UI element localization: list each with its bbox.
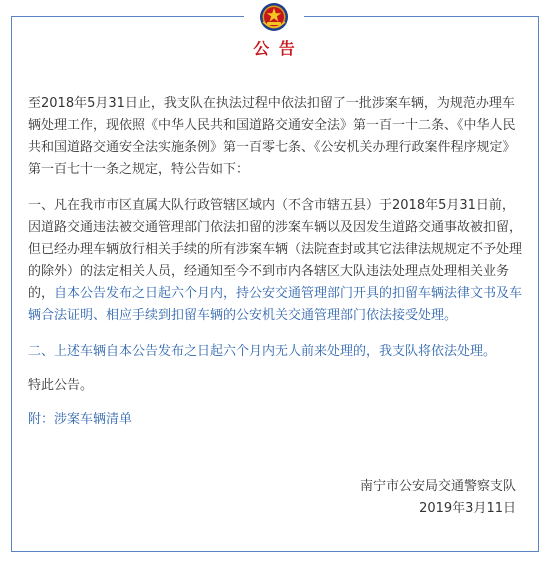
attachment-link[interactable]: 附：涉案车辆清单 — [28, 412, 133, 427]
item-one-paragraph — [28, 195, 524, 327]
emblem-container — [244, 1, 304, 33]
closing-text: 特此公告。 — [28, 378, 94, 393]
item-one-highlight: 自本公告发布之日起六个月内，持公安交通管理部门开具的扣留车辆法律文书及车辆合法证明、相应手续到扣留车辆的公安机关交通管理部门依法接受处理。 — [28, 286, 523, 323]
notice-title: 公 告 — [253, 39, 297, 58]
intro-paragraph: 至2018年5月31日止，我支队在执法过程中依法扣留了一批涉案车辆，为规范办理车辆处理工作，现依照《中华人民共和国道路交通安全法》第一百一十二条、《中华人民共和国道路交通安全法实施条例》第一百零七条、《公安机关办理行政案件程序规定》第一百七十一条之规定，特公告如下： — [28, 96, 516, 177]
item-one-text: 一、凡在我市市区直属大队行政管辖区域内（不含市辖五县）于2018年5月31日前，因道路交通违法被交通管理部门依法扣留的涉案车辆以及因发生道路交通事故被扣留，但已经办理车辆放行相关手续的所有涉案车辆（法院查封或其它法律法规规定不予处理的除外）的法定相关人员，经通知至今不到市内各辖区大队违法处理点处理相关业务的， — [28, 198, 523, 301]
issue-date: 2019年3月11日 — [419, 501, 516, 516]
item-two-paragraph: 二、上述车辆自本公告发布之日起六个月内无人前来处理的，我支队将依法处理。 — [28, 344, 497, 359]
notice-body — [28, 93, 524, 431]
issuer-name: 南宁市公安局交通警察支队 — [359, 479, 516, 494]
signature-block — [360, 476, 516, 520]
police-emblem-icon — [259, 2, 289, 32]
